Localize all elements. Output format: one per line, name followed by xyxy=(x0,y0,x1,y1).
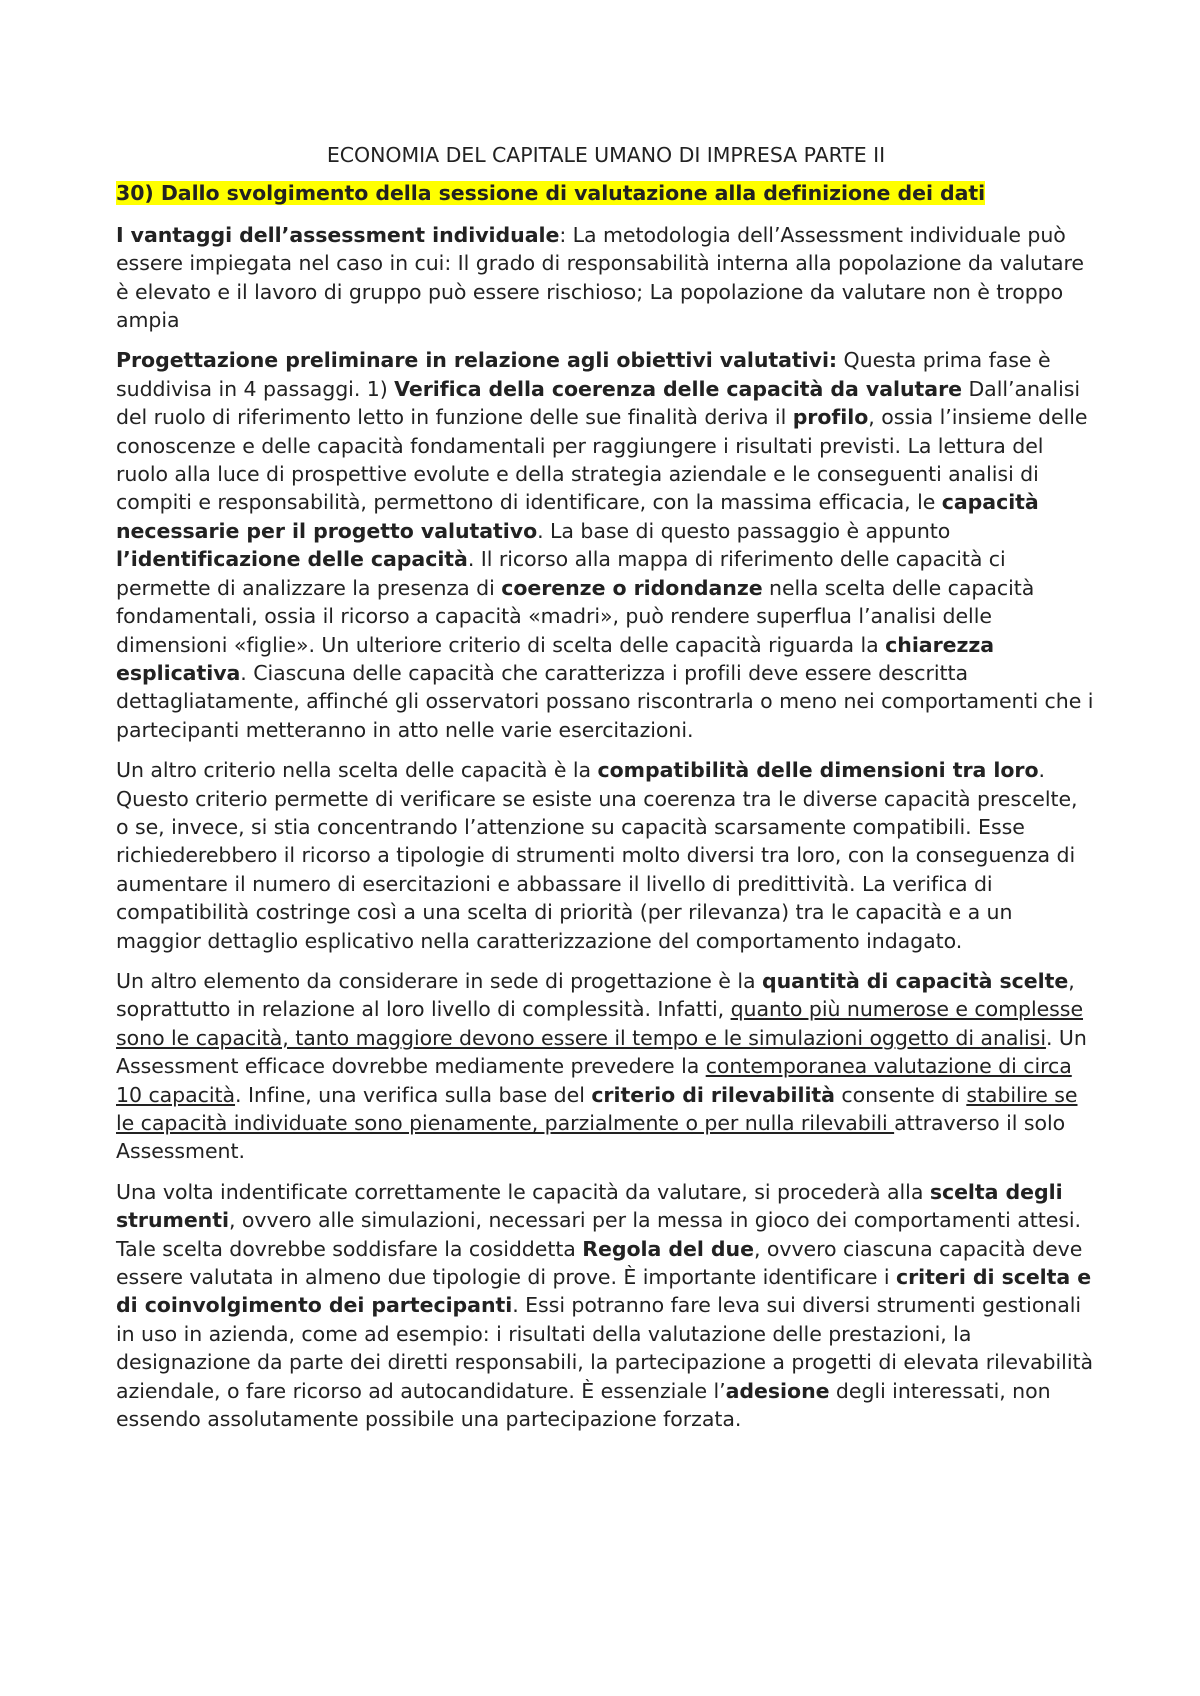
bold-term: Progettazione preliminare in relazione agli obiettivi valutativi: xyxy=(116,348,838,373)
text-run: . Infine, una verifica sulla base del xyxy=(235,1082,592,1107)
text-run: , ovvero ciascuna capacità deve essere valutata in almeno due tipologie di prove. È importante identificare i xyxy=(116,1236,1083,1290)
underlined-text: quanto più numerose e complesse sono le capacità, tanto maggiore devono essere il tempo e le simulazioni oggetto di analisi xyxy=(116,997,1084,1050)
text-run: . Questo criterio permette di verificare se esiste una coerenza tra le diverse capacità prescelte, o se, invece, si stia concentrando l’attenzione su capacità scarsamente compatibili. Esse richiederebbero il ricorso a tipologie di strumenti molto diversi tra loro, con la conseguenza di aumentare il numero di esercitazioni e abbassare il livello di predittività. La verifica di compatibilità costringe così a una scelta di priorità (per rilevanza) tra le capacità e a un maggior dettaglio esplicativo nella caratterizzazione del comportamento indagato. xyxy=(116,758,1078,953)
bold-term: l’identificazione delle capacità xyxy=(116,547,468,572)
text-run: nella scelta delle capacità fondamentali, ossia il ricorso a capacità «madri», può rendere superflua l’analisi delle dimensioni «figlie». Un ulteriore criterio di scelta delle capacità riguarda la xyxy=(116,575,1035,657)
underlined-text: contemporanea valutazione di circa 10 capacità xyxy=(116,1054,1072,1107)
text-run: : La metodologia dell’Assessment individuale può essere impiegata nel caso in cui: Il grado di responsabilità interna alla popolazione da valutare è elevato e il lavoro di gruppo può essere rischioso; La popolazione da valutare non è troppo ampia xyxy=(116,222,1084,333)
paragraphs-container xyxy=(116,221,1096,1434)
highlighted-heading-text: 30) Dallo svolgimento della sessione di valutazione alla definizione dei dati xyxy=(116,181,986,206)
document-title: ECONOMIA DEL CAPITALE UMANO DI IMPRESA PARTE II xyxy=(326,143,886,167)
bold-term: compatibilità delle dimensioni tra loro xyxy=(597,758,1039,783)
bold-term: Verifica della coerenza delle capacità da valutare xyxy=(394,376,962,401)
bold-term: scelta degli strumenti xyxy=(116,1179,1063,1233)
section-heading xyxy=(116,179,1096,207)
text-run: . Il ricorso alla mappa di riferimento delle capacità ci permette di analizzare la presenza di xyxy=(116,547,1006,600)
text-run: . La base di questo passaggio è appunto xyxy=(537,518,951,543)
text-run: Un altro elemento da considerare in sede di progettazione è la xyxy=(116,968,762,993)
text-run: , soprattutto in relazione al loro livello di complessità. Infatti, xyxy=(116,968,1075,1022)
bold-term: criterio di rilevabilità xyxy=(591,1082,835,1107)
bold-term: criteri di scelta e di coinvolgimento dei partecipanti xyxy=(116,1265,1092,1318)
paragraph xyxy=(116,346,1096,744)
bold-term: coerenze o ridondanze xyxy=(501,575,763,600)
document-body xyxy=(116,141,1096,1445)
text-run: degli interessati, non essendo assolutamente possibile una partecipazione forzata. xyxy=(116,1378,1051,1432)
text-run: , ossia l’insieme delle conoscenze e delle capacità fondamentali per raggiungere i risultati previsti. La lettura del ruolo alla luce di prospettive evolute e della strategia aziendale e le conseguenti analisi di compiti e responsabilità, permettono di identificare, con la massima efficacia, le xyxy=(116,405,1088,515)
underlined-text: stabilire se le capacità individuate sono pienamente, parzialmente o per nulla rilevabili xyxy=(116,1082,1078,1135)
bold-term: quantità di capacità scelte xyxy=(761,968,1069,993)
text-run: consente di xyxy=(834,1082,967,1107)
bold-term: capacità necessarie per il progetto valutativo xyxy=(116,490,1039,543)
bold-term: Regola del due xyxy=(582,1236,754,1261)
text-run: . Ciascuna delle capacità che caratterizza i profili deve essere descritta dettagliatamente, affinché gli osservatori possano riscontrarla o meno nei comportamenti che i partecipanti metteranno in atto nelle varie esercitazioni. xyxy=(116,660,1094,742)
text-run: Una volta indentificate correttamente le capacità da valutare, si procederà alla xyxy=(116,1179,930,1204)
bold-term: profilo xyxy=(792,405,869,430)
paragraph xyxy=(116,221,1096,335)
text-run: Dall’analisi del ruolo di riferimento letto in funzione delle sue finalità deriva il xyxy=(116,376,1080,430)
bold-term: adesione xyxy=(725,1378,830,1403)
text-run: attraverso il solo Assessment. xyxy=(116,1111,1066,1164)
text-run: . Essi potranno fare leva sui diversi strumenti gestionali in uso in azienda, come ad esempio: i risultati della valutazione delle prestazioni, la designazione da parte dei diretti responsabili, la partecipazione a progetti di elevata rilevabilità aziendale, o fare ricorso ad autocandidature. È essenziale l’ xyxy=(116,1293,1093,1403)
paragraph xyxy=(116,1178,1096,1434)
text-run: , ovvero alle simulazioni, necessari per la messa in gioco dei comportamenti attesi. Tale scelta dovrebbe soddisfare la cosiddetta xyxy=(116,1208,1082,1261)
paragraph xyxy=(116,756,1096,955)
bold-term: chiarezza esplicativa xyxy=(116,632,995,685)
bold-term: I vantaggi dell’assessment individuale xyxy=(116,222,560,247)
text-run: Questa prima fase è suddivisa in 4 passaggi. 1) xyxy=(116,348,1051,401)
paragraph xyxy=(116,967,1096,1166)
text-run: . Un Assessment efficace dovrebbe mediamente prevedere la xyxy=(116,1025,1087,1079)
text-run: Un altro criterio nella scelta delle capacità è la xyxy=(116,758,598,783)
